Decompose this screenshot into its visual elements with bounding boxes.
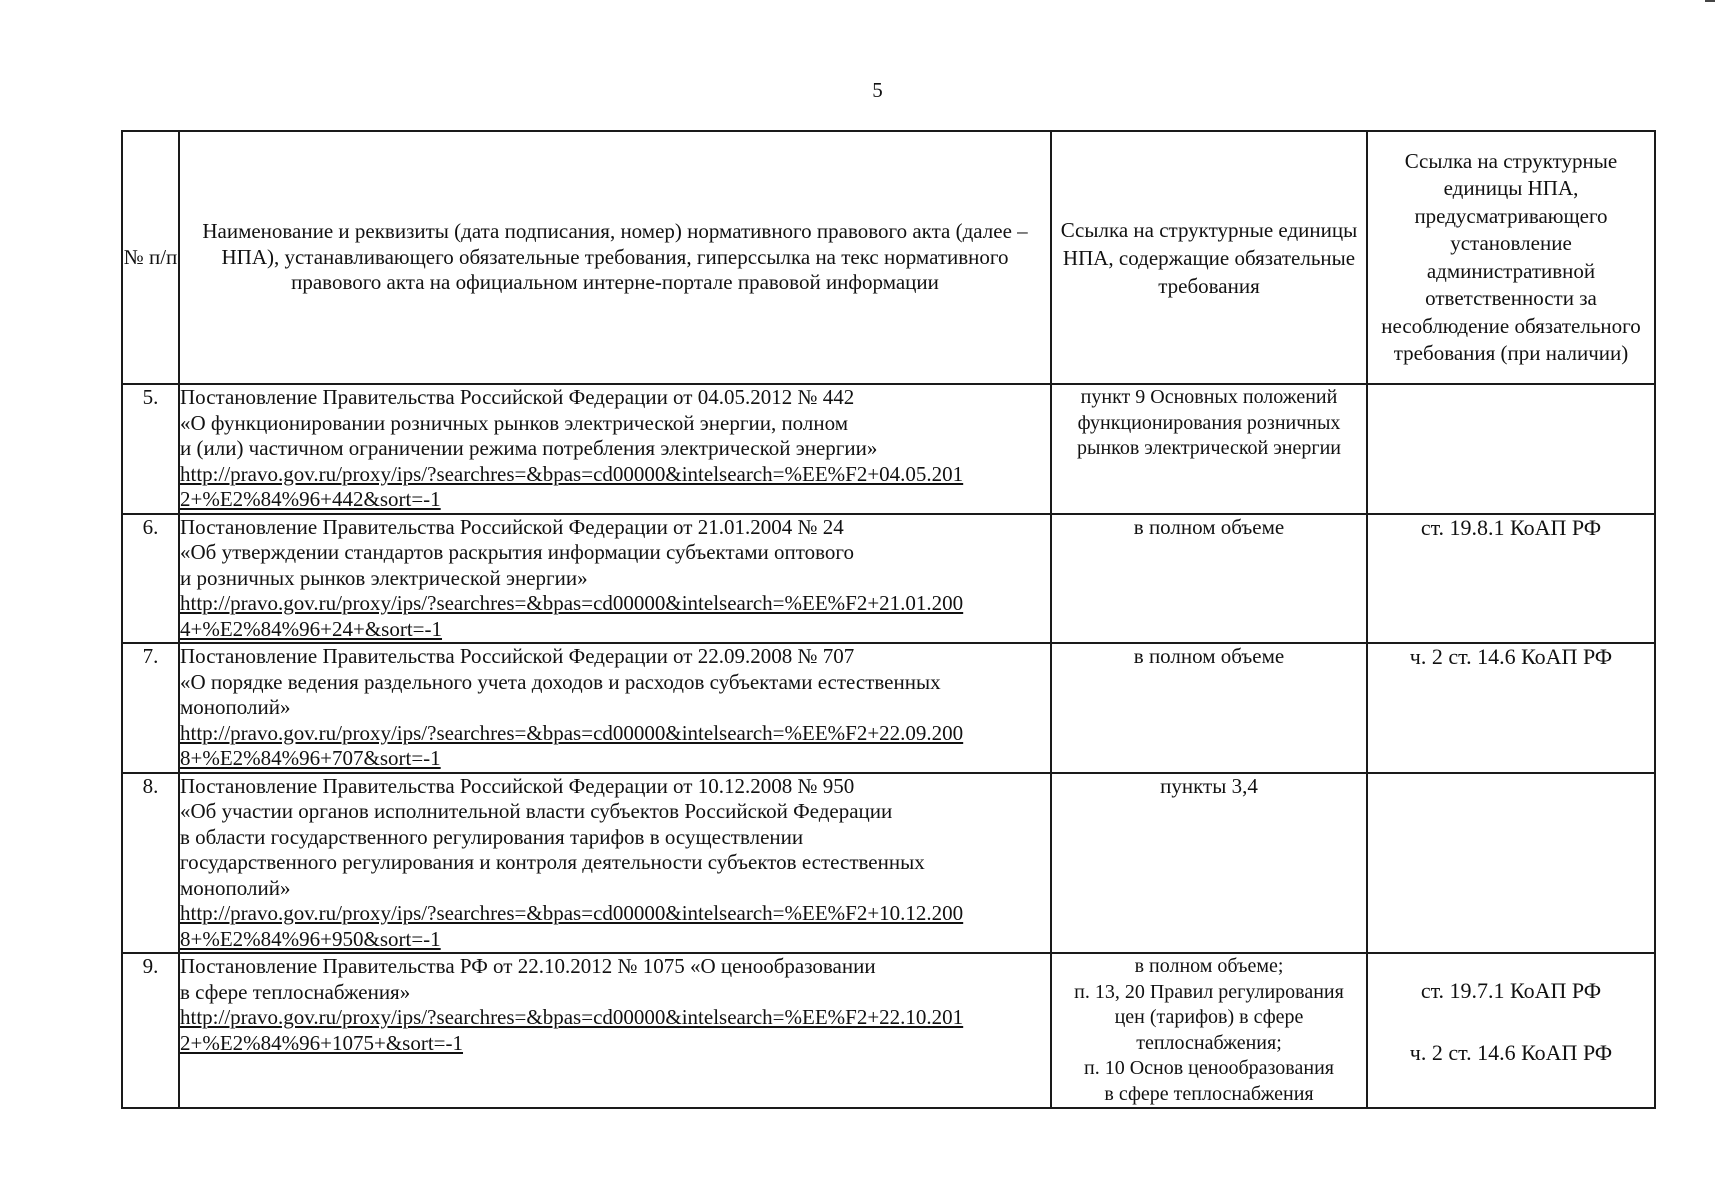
liability-reference-cell: [1367, 643, 1655, 773]
liability-reference-cell: [1367, 953, 1655, 1108]
row-number: 9.: [122, 953, 179, 1108]
act-hyperlink[interactable]: http://pravo.gov.ru/proxy/ips/?searchres=&bpas=cd00000&intelsearch=%EE%F2+10.12.200: [180, 901, 964, 925]
requirement-reference-line: в полном объеме: [1133, 644, 1285, 668]
act-hyperlink[interactable]: 2+%E2%84%96+442&sort=-1: [180, 487, 441, 511]
page-number: 5: [872, 78, 883, 102]
act-name-line: «Об утверждении стандартов раскрытия информации субъектами оптового: [180, 540, 855, 564]
act-hyperlink[interactable]: 4+%E2%84%96+24+&sort=-1: [180, 616, 443, 641]
act-hyperlink[interactable]: http://pravo.gov.ru/proxy/ips/?searchres=&bpas=cd00000&intelsearch=%EE%F2+04.05.201: [180, 461, 964, 486]
act-name-line: Постановление Правительства Российской Федерации от 04.05.2012 № 442: [180, 385, 855, 409]
requirement-reference-line: функционирования розничных: [1077, 411, 1341, 434]
requirement-reference-line: в сфере теплоснабжения: [1104, 1082, 1314, 1105]
liability-reference-line: ст. 19.7.1 КоАП РФ: [1420, 978, 1602, 1003]
table-row: [122, 643, 1655, 773]
act-hyperlink[interactable]: 8+%E2%84%96+707&sort=-1: [180, 746, 441, 770]
act-name-line: «Об участии органов исполнительной власти субъектов Российской Федерации: [180, 799, 893, 823]
liability-reference-line: ч. 2 ст. 14.6 КоАП РФ: [1409, 1039, 1613, 1065]
act-name-line: государственного регулирования и контроля деятельности субъектов естественных: [180, 850, 925, 874]
requirement-reference-line: пункт 9 Основных положений: [1080, 386, 1338, 408]
table-body: [122, 384, 1655, 1108]
act-name-line: и розничных рынков электрической энергии»: [180, 565, 588, 590]
act-hyperlink[interactable]: http://pravo.gov.ru/proxy/ips/?searchres=&bpas=cd00000&intelsearch=%EE%F2+22.09.200: [180, 720, 964, 745]
row-number: 6.: [122, 514, 179, 644]
act-name-line: Постановление Правительства Российской Федерации от 10.12.2008 № 950: [180, 773, 855, 798]
requirement-reference-cell: [1051, 384, 1367, 514]
act-name-line: монополий»: [180, 695, 291, 719]
act-hyperlink[interactable]: 8+%E2%84%96+950&sort=-1: [180, 926, 441, 951]
header-liability-reference: Ссылка на структурные единицы НПА, предусматривающего установление административной ответственности за несоблюдение обязательного требования (при наличии): [1367, 131, 1655, 384]
act-name-line: в сфере теплоснабжения»: [180, 979, 411, 1004]
liability-reference-line: ст. 19.8.1 КоАП РФ: [1420, 514, 1602, 540]
requirement-reference-line: пункты 3,4: [1160, 773, 1258, 798]
liability-spacer: [1368, 1004, 1654, 1040]
liability-reference-line: ч. 2 ст. 14.6 КоАП РФ: [1409, 644, 1613, 669]
act-name-line: Постановление Правительства Российской Федерации от 21.01.2004 № 24: [180, 514, 844, 539]
requirement-reference-line: п. 13, 20 Правил регулирования: [1074, 980, 1344, 1003]
requirement-reference-cell: [1051, 953, 1367, 1108]
requirement-reference-line: рынков электрической энергии: [1077, 437, 1341, 459]
table-header-row: [122, 131, 1655, 384]
act-name-line: «О порядке ведения раздельного учета доходов и расходов субъектами естественных: [180, 669, 941, 694]
scan-edge-mark: [1705, 0, 1715, 2]
table-row: [122, 514, 1655, 644]
act-name-line: монополий»: [180, 875, 291, 900]
requirement-reference-cell: [1051, 514, 1367, 644]
act-name-line: Постановление Правительства РФ от 22.10.2012 № 1075 «О ценообразовании: [180, 954, 876, 978]
liability-reference-cell: [1367, 384, 1655, 514]
act-hyperlink[interactable]: http://pravo.gov.ru/proxy/ips/?searchres=&bpas=cd00000&intelsearch=%EE%F2+21.01.200: [180, 591, 964, 615]
act-name-cell: [179, 773, 1051, 954]
act-name-cell: [179, 384, 1051, 514]
row-number: 7.: [122, 643, 179, 773]
table-row: [122, 384, 1655, 514]
requirement-reference-line: теплоснабжения;: [1136, 1031, 1282, 1054]
table-row: [122, 953, 1655, 1108]
liability-reference-cell: [1367, 773, 1655, 954]
act-hyperlink[interactable]: 2+%E2%84%96+1075+&sort=-1: [180, 1030, 464, 1055]
act-name-cell: [179, 953, 1051, 1108]
requirement-reference-cell: [1051, 643, 1367, 773]
row-number: 8.: [122, 773, 179, 954]
row-number: 5.: [122, 384, 179, 514]
liability-reference-cell: [1367, 514, 1655, 644]
act-name-cell: [179, 643, 1051, 773]
header-requirement-reference: Ссылка на структурные единицы НПА, содержащие обязательные требования: [1051, 131, 1367, 384]
requirement-reference-line: п. 10 Основ ценообразования: [1084, 1057, 1334, 1079]
act-hyperlink[interactable]: http://pravo.gov.ru/proxy/ips/?searchres=&bpas=cd00000&intelsearch=%EE%F2+22.10.201: [180, 1005, 964, 1029]
requirement-reference-cell: [1051, 773, 1367, 954]
header-act-name: Наименование и реквизиты (дата подписания, номер) нормативного правового акта (далее – НПА), устанавливающего обязательные требования, гиперссылка на текс нормативного правового акта на официальном интерне-портале правовой информации: [179, 131, 1051, 384]
requirements-table: [121, 130, 1656, 1109]
requirement-reference-line: цен (тарифов) в сфере: [1114, 1006, 1304, 1028]
act-name-line: «О функционировании розничных рынков электрической энергии, полном: [180, 410, 849, 435]
act-name-line: Постановление Правительства Российской Федерации от 22.09.2008 № 707: [180, 644, 855, 668]
requirement-reference-line: в полном объеме: [1133, 514, 1285, 539]
table-row: [122, 773, 1655, 954]
act-name-line: и (или) частичном ограничении режима потребления электрической энергии»: [180, 436, 878, 460]
header-number: № п/п: [122, 131, 179, 384]
act-name-cell: [179, 514, 1051, 644]
act-name-line: в области государственного регулирования тарифов в осуществлении: [180, 824, 804, 849]
requirement-reference-line: в полном объеме;: [1134, 955, 1284, 977]
